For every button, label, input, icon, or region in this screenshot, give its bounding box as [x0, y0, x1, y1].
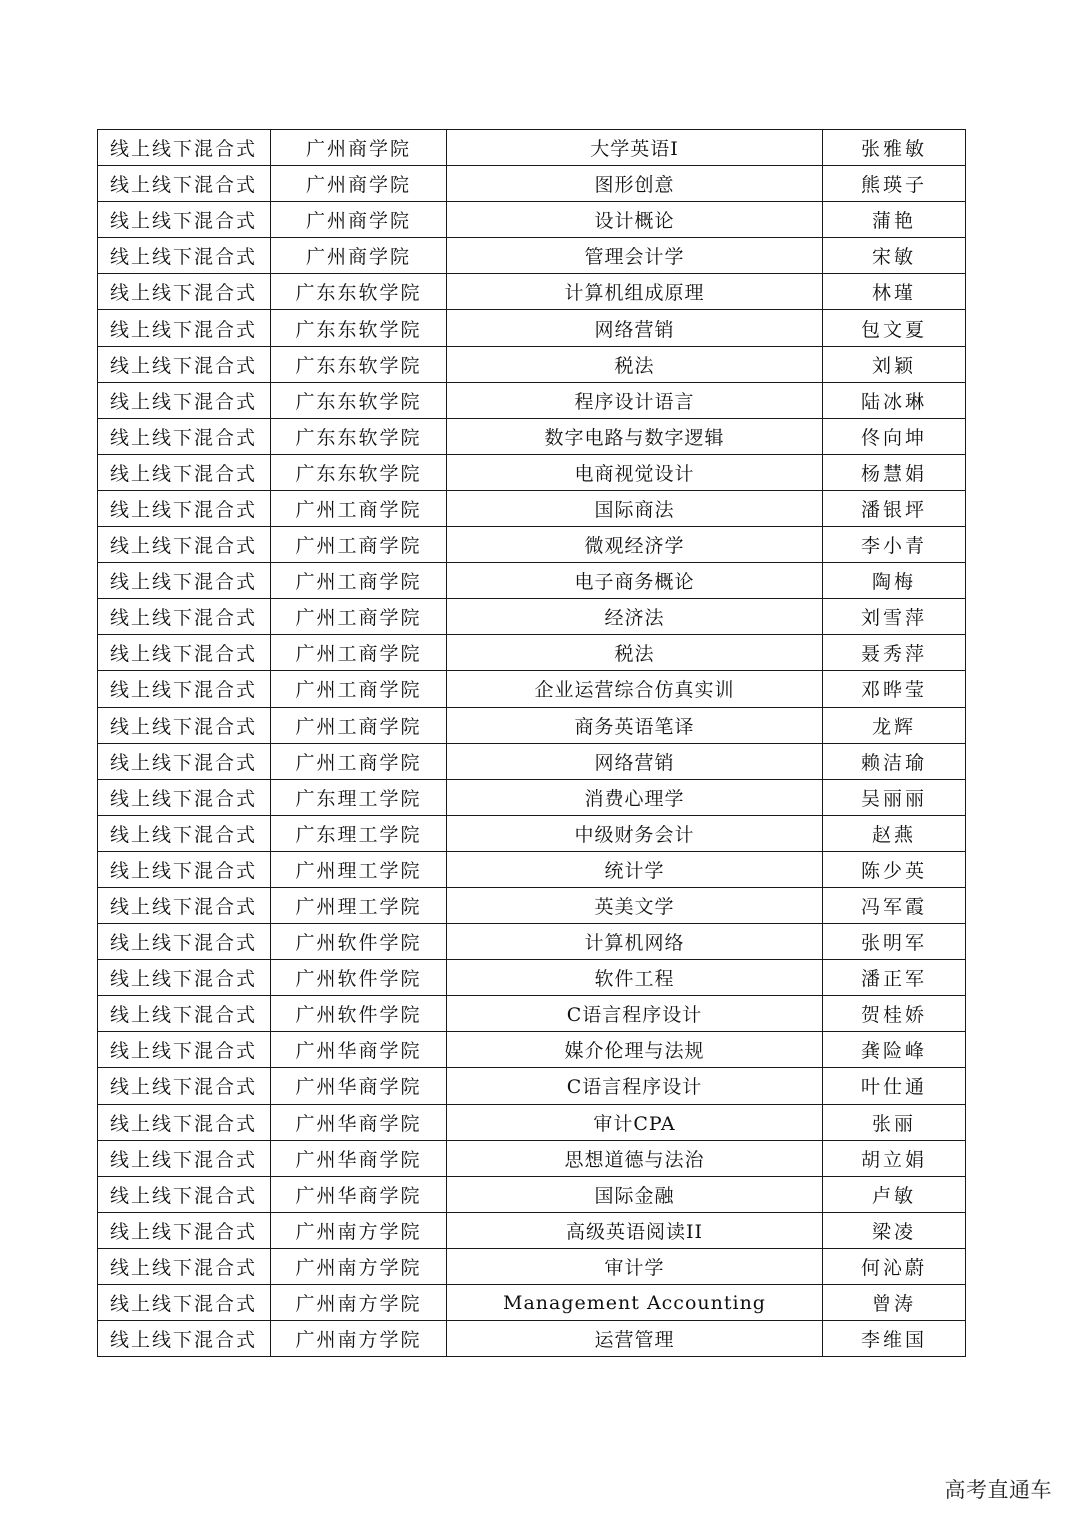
- table-row: [98, 418, 966, 454]
- teacher-cell: 张明军: [823, 924, 966, 960]
- course-cell: 电商视觉设计: [447, 454, 823, 490]
- table-row: [98, 1321, 966, 1357]
- teaching-mode-cell: 线上线下混合式: [98, 382, 271, 418]
- table-row: [98, 851, 966, 887]
- teacher-cell: 李小青: [823, 527, 966, 563]
- course-cell: Management Accounting: [447, 1285, 823, 1321]
- course-cell: 网络营销: [447, 310, 823, 346]
- school-cell: 广州工商学院: [271, 743, 447, 779]
- course-cell: 数字电路与数字逻辑: [447, 418, 823, 454]
- teaching-mode-cell: 线上线下混合式: [98, 346, 271, 382]
- course-cell: 电子商务概论: [447, 563, 823, 599]
- teaching-mode-cell: 线上线下混合式: [98, 1321, 271, 1357]
- teaching-mode-cell: 线上线下混合式: [98, 779, 271, 815]
- course-cell: 图形创意: [447, 166, 823, 202]
- teacher-cell: 李维国: [823, 1321, 966, 1357]
- course-cell: 软件工程: [447, 960, 823, 996]
- school-cell: 广州华商学院: [271, 1032, 447, 1068]
- teaching-mode-cell: 线上线下混合式: [98, 130, 271, 166]
- course-cell: 英美文学: [447, 887, 823, 923]
- table-row: [98, 166, 966, 202]
- teacher-cell: 聂秀萍: [823, 635, 966, 671]
- teacher-cell: 刘雪萍: [823, 599, 966, 635]
- teacher-cell: 潘银坪: [823, 490, 966, 526]
- table-row: [98, 599, 966, 635]
- teaching-mode-cell: 线上线下混合式: [98, 1140, 271, 1176]
- school-cell: 广州南方学院: [271, 1321, 447, 1357]
- table-row: [98, 563, 966, 599]
- school-cell: 广州工商学院: [271, 707, 447, 743]
- table-row: [98, 815, 966, 851]
- teacher-cell: 潘正军: [823, 960, 966, 996]
- teacher-cell: 杨慧娟: [823, 454, 966, 490]
- table-row: [98, 707, 966, 743]
- course-cell: C语言程序设计: [447, 996, 823, 1032]
- table-row: [98, 671, 966, 707]
- school-cell: 广州华商学院: [271, 1140, 447, 1176]
- teacher-cell: 张雅敏: [823, 130, 966, 166]
- teacher-cell: 吴丽丽: [823, 779, 966, 815]
- school-cell: 广东理工学院: [271, 779, 447, 815]
- course-cell: 设计概论: [447, 202, 823, 238]
- table-row: [98, 454, 966, 490]
- teaching-mode-cell: 线上线下混合式: [98, 274, 271, 310]
- course-cell: 网络营销: [447, 743, 823, 779]
- school-cell: 广州理工学院: [271, 887, 447, 923]
- course-cell: 高级英语阅读II: [447, 1212, 823, 1248]
- teacher-cell: 龚险峰: [823, 1032, 966, 1068]
- school-cell: 广东东软学院: [271, 346, 447, 382]
- school-cell: 广州商学院: [271, 130, 447, 166]
- school-cell: 广州南方学院: [271, 1212, 447, 1248]
- teaching-mode-cell: 线上线下混合式: [98, 996, 271, 1032]
- school-cell: 广东东软学院: [271, 310, 447, 346]
- teaching-mode-cell: 线上线下混合式: [98, 490, 271, 526]
- course-table: [97, 129, 966, 1357]
- course-cell: 税法: [447, 635, 823, 671]
- teaching-mode-cell: 线上线下混合式: [98, 1068, 271, 1104]
- teaching-mode-cell: 线上线下混合式: [98, 238, 271, 274]
- teaching-mode-cell: 线上线下混合式: [98, 310, 271, 346]
- course-cell: 大学英语I: [447, 130, 823, 166]
- school-cell: 广州华商学院: [271, 1068, 447, 1104]
- table-row: [98, 202, 966, 238]
- school-cell: 广州工商学院: [271, 527, 447, 563]
- teacher-cell: 刘颖: [823, 346, 966, 382]
- teacher-cell: 张丽: [823, 1104, 966, 1140]
- course-cell: 审计CPA: [447, 1104, 823, 1140]
- table-row: [98, 274, 966, 310]
- table-row: [98, 1068, 966, 1104]
- teaching-mode-cell: 线上线下混合式: [98, 418, 271, 454]
- course-cell: 国际金融: [447, 1176, 823, 1212]
- table-row: [98, 1104, 966, 1140]
- course-cell: 企业运营综合仿真实训: [447, 671, 823, 707]
- table-row: [98, 238, 966, 274]
- table-row: [98, 924, 966, 960]
- teacher-cell: 卢敏: [823, 1176, 966, 1212]
- course-cell: 商务英语笔译: [447, 707, 823, 743]
- teacher-cell: 佟向坤: [823, 418, 966, 454]
- teaching-mode-cell: 线上线下混合式: [98, 527, 271, 563]
- course-cell: 国际商法: [447, 490, 823, 526]
- course-cell: 经济法: [447, 599, 823, 635]
- table-row: [98, 779, 966, 815]
- course-cell: 审计学: [447, 1248, 823, 1284]
- table-row: [98, 1248, 966, 1284]
- course-cell: 计算机网络: [447, 924, 823, 960]
- school-cell: 广东东软学院: [271, 382, 447, 418]
- teacher-cell: 陶梅: [823, 563, 966, 599]
- table-row: [98, 960, 966, 996]
- table-row: [98, 635, 966, 671]
- teacher-cell: 陆冰琳: [823, 382, 966, 418]
- teaching-mode-cell: 线上线下混合式: [98, 815, 271, 851]
- teaching-mode-cell: 线上线下混合式: [98, 851, 271, 887]
- course-cell: 消费心理学: [447, 779, 823, 815]
- course-cell: 中级财务会计: [447, 815, 823, 851]
- teaching-mode-cell: 线上线下混合式: [98, 1104, 271, 1140]
- school-cell: 广东东软学院: [271, 418, 447, 454]
- course-table-body: [98, 130, 966, 1357]
- course-cell: 管理会计学: [447, 238, 823, 274]
- course-cell: C语言程序设计: [447, 1068, 823, 1104]
- school-cell: 广州工商学院: [271, 635, 447, 671]
- teacher-cell: 熊瑛子: [823, 166, 966, 202]
- school-cell: 广州商学院: [271, 166, 447, 202]
- table-row: [98, 382, 966, 418]
- table-row: [98, 996, 966, 1032]
- teacher-cell: 曾涛: [823, 1285, 966, 1321]
- school-cell: 广州软件学院: [271, 996, 447, 1032]
- teacher-cell: 赵燕: [823, 815, 966, 851]
- teacher-cell: 叶仕通: [823, 1068, 966, 1104]
- teaching-mode-cell: 线上线下混合式: [98, 1212, 271, 1248]
- table-row: [98, 346, 966, 382]
- course-cell: 运营管理: [447, 1321, 823, 1357]
- teaching-mode-cell: 线上线下混合式: [98, 887, 271, 923]
- course-cell: 媒介伦理与法规: [447, 1032, 823, 1068]
- teacher-cell: 邓晔莹: [823, 671, 966, 707]
- table-row: [98, 1212, 966, 1248]
- teaching-mode-cell: 线上线下混合式: [98, 202, 271, 238]
- course-cell: 思想道德与法治: [447, 1140, 823, 1176]
- school-cell: 广州华商学院: [271, 1104, 447, 1140]
- teacher-cell: 何沁蔚: [823, 1248, 966, 1284]
- course-cell: 税法: [447, 346, 823, 382]
- teaching-mode-cell: 线上线下混合式: [98, 671, 271, 707]
- teacher-cell: 贺桂娇: [823, 996, 966, 1032]
- school-cell: 广州工商学院: [271, 563, 447, 599]
- teaching-mode-cell: 线上线下混合式: [98, 563, 271, 599]
- teaching-mode-cell: 线上线下混合式: [98, 1176, 271, 1212]
- teaching-mode-cell: 线上线下混合式: [98, 1248, 271, 1284]
- school-cell: 广东东软学院: [271, 274, 447, 310]
- table-row: [98, 1176, 966, 1212]
- course-cell: 程序设计语言: [447, 382, 823, 418]
- school-cell: 广州商学院: [271, 238, 447, 274]
- school-cell: 广州工商学院: [271, 490, 447, 526]
- watermark-text: 高考直通车: [944, 1478, 1052, 1502]
- course-cell: 统计学: [447, 851, 823, 887]
- teacher-cell: 冯军霞: [823, 887, 966, 923]
- teaching-mode-cell: 线上线下混合式: [98, 924, 271, 960]
- teaching-mode-cell: 线上线下混合式: [98, 707, 271, 743]
- teacher-cell: 陈少英: [823, 851, 966, 887]
- school-cell: 广州南方学院: [271, 1248, 447, 1284]
- school-cell: 广州南方学院: [271, 1285, 447, 1321]
- school-cell: 广州软件学院: [271, 924, 447, 960]
- table-row: [98, 887, 966, 923]
- teaching-mode-cell: 线上线下混合式: [98, 1032, 271, 1068]
- table-row: [98, 1285, 966, 1321]
- course-cell: 计算机组成原理: [447, 274, 823, 310]
- teacher-cell: 龙辉: [823, 707, 966, 743]
- school-cell: 广州商学院: [271, 202, 447, 238]
- teaching-mode-cell: 线上线下混合式: [98, 635, 271, 671]
- table-row: [98, 1032, 966, 1068]
- table-row: [98, 527, 966, 563]
- teacher-cell: 胡立娟: [823, 1140, 966, 1176]
- school-cell: 广州工商学院: [271, 599, 447, 635]
- school-cell: 广州理工学院: [271, 851, 447, 887]
- table-row: [98, 490, 966, 526]
- teacher-cell: 包文夏: [823, 310, 966, 346]
- school-cell: 广州软件学院: [271, 960, 447, 996]
- table-row: [98, 743, 966, 779]
- teacher-cell: 宋敏: [823, 238, 966, 274]
- teaching-mode-cell: 线上线下混合式: [98, 743, 271, 779]
- teacher-cell: 林瑾: [823, 274, 966, 310]
- teaching-mode-cell: 线上线下混合式: [98, 454, 271, 490]
- course-cell: 微观经济学: [447, 527, 823, 563]
- table-row: [98, 130, 966, 166]
- table-row: [98, 310, 966, 346]
- school-cell: 广东理工学院: [271, 815, 447, 851]
- teaching-mode-cell: 线上线下混合式: [98, 960, 271, 996]
- teacher-cell: 梁凌: [823, 1212, 966, 1248]
- school-cell: 广州工商学院: [271, 671, 447, 707]
- school-cell: 广东东软学院: [271, 454, 447, 490]
- teaching-mode-cell: 线上线下混合式: [98, 166, 271, 202]
- teaching-mode-cell: 线上线下混合式: [98, 599, 271, 635]
- teacher-cell: 蒲艳: [823, 202, 966, 238]
- table-row: [98, 1140, 966, 1176]
- teacher-cell: 赖洁瑜: [823, 743, 966, 779]
- teaching-mode-cell: 线上线下混合式: [98, 1285, 271, 1321]
- school-cell: 广州华商学院: [271, 1176, 447, 1212]
